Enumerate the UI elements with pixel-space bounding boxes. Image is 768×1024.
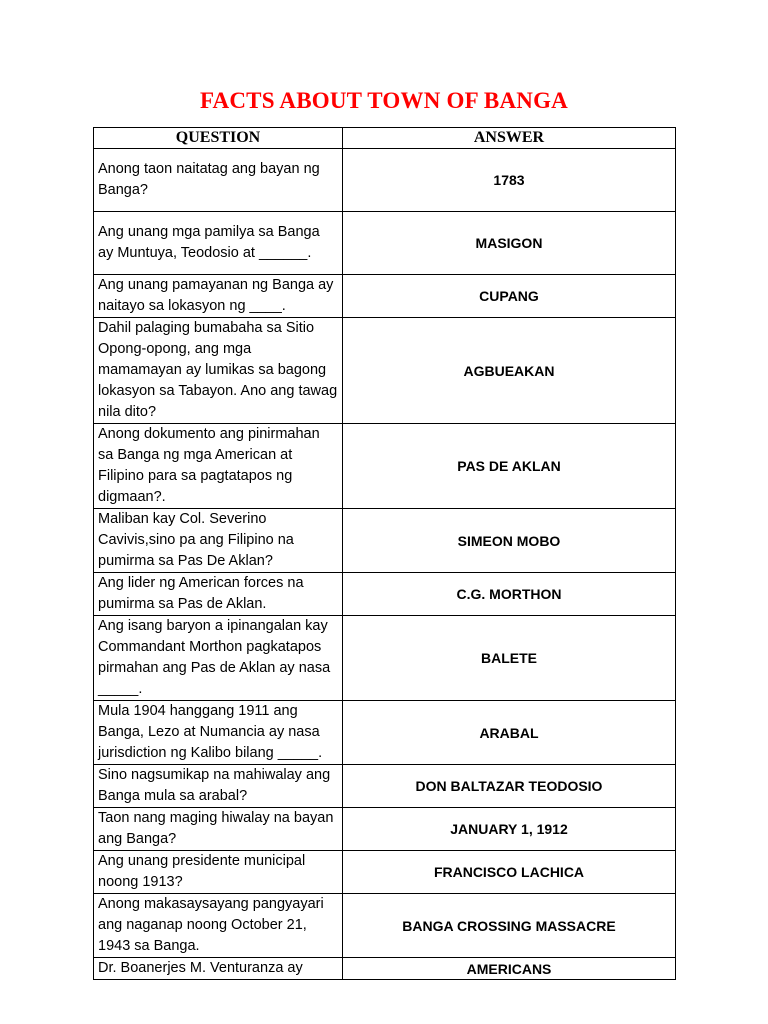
answer-cell: DON BALTAZAR TEODOSIO — [343, 765, 676, 808]
answer-cell: MASIGON — [343, 212, 676, 275]
question-cell: Anong taon naitatag ang bayan ng Banga? — [94, 149, 343, 212]
answer-cell: ARABAL — [343, 701, 676, 765]
table-row — [94, 424, 676, 509]
question-cell: Ang unang pamayanan ng Banga ay naitayo sa lokasyon ng ____. — [94, 275, 343, 318]
table-row — [94, 275, 676, 318]
answer-cell: BALETE — [343, 616, 676, 701]
question-cell: Ang isang baryon a ipinangalan kay Commandant Morthon pagkatapos pirmahan ang Pas de Aklan ay nasa _____. — [94, 616, 343, 701]
answer-cell: AGBUEAKAN — [343, 318, 676, 424]
table-row — [94, 509, 676, 573]
answer-column-header: ANSWER — [343, 128, 676, 149]
table-row — [94, 212, 676, 275]
table-row — [94, 149, 676, 212]
question-cell: Dahil palaging bumabaha sa Sitio Opong-opong, ang mga mamamayan ay lumikas sa bagong lokasyon sa Tabayon. Ano ang tawag nila dito? — [94, 318, 343, 424]
answer-cell: SIMEON MOBO — [343, 509, 676, 573]
question-cell: Ang lider ng American forces na pumirma sa Pas de Aklan. — [94, 573, 343, 616]
question-column-header: QUESTION — [94, 128, 343, 149]
question-cell: Taon nang maging hiwalay na bayan ang Banga? — [94, 808, 343, 851]
table-row — [94, 616, 676, 701]
answer-cell: C.G. MORTHON — [343, 573, 676, 616]
facts-table — [93, 127, 676, 980]
table-row — [94, 573, 676, 616]
table-row — [94, 808, 676, 851]
answer-cell: PAS DE AKLAN — [343, 424, 676, 509]
table-row — [94, 701, 676, 765]
page-title: FACTS ABOUT TOWN OF BANGA — [200, 88, 568, 113]
answer-cell: 1783 — [343, 149, 676, 212]
question-cell: Mula 1904 hanggang 1911 ang Banga, Lezo at Numancia ay nasa jurisdiction ng Kalibo bilang _____. — [94, 701, 343, 765]
table-row — [94, 958, 676, 980]
table-row — [94, 765, 676, 808]
table-header-row — [94, 128, 676, 149]
answer-cell: JANUARY 1, 1912 — [343, 808, 676, 851]
question-cell: Ang unang mga pamilya sa Banga ay Muntuya, Teodosio at ______. — [94, 212, 343, 275]
table-row — [94, 851, 676, 894]
question-cell: Ang unang presidente municipal noong 1913? — [94, 851, 343, 894]
question-cell: Sino nagsumikap na mahiwalay ang Banga mula sa arabal? — [94, 765, 343, 808]
question-cell: Dr. Boanerjes M. Venturanza ay — [94, 958, 343, 980]
answer-cell: BANGA CROSSING MASSACRE — [343, 894, 676, 958]
answer-cell: AMERICANS — [343, 958, 676, 980]
table-row — [94, 894, 676, 958]
question-cell: Maliban kay Col. Severino Cavivis,sino pa ang Filipino na pumirma sa Pas De Aklan? — [94, 509, 343, 573]
question-cell: Anong makasaysayang pangyayari ang naganap noong October 21, 1943 sa Banga. — [94, 894, 343, 958]
answer-cell: CUPANG — [343, 275, 676, 318]
answer-cell: FRANCISCO LACHICA — [343, 851, 676, 894]
table-row — [94, 318, 676, 424]
question-cell: Anong dokumento ang pinirmahan sa Banga ng mga American at Filipino para sa pagtatapos ng digmaan?. — [94, 424, 343, 509]
